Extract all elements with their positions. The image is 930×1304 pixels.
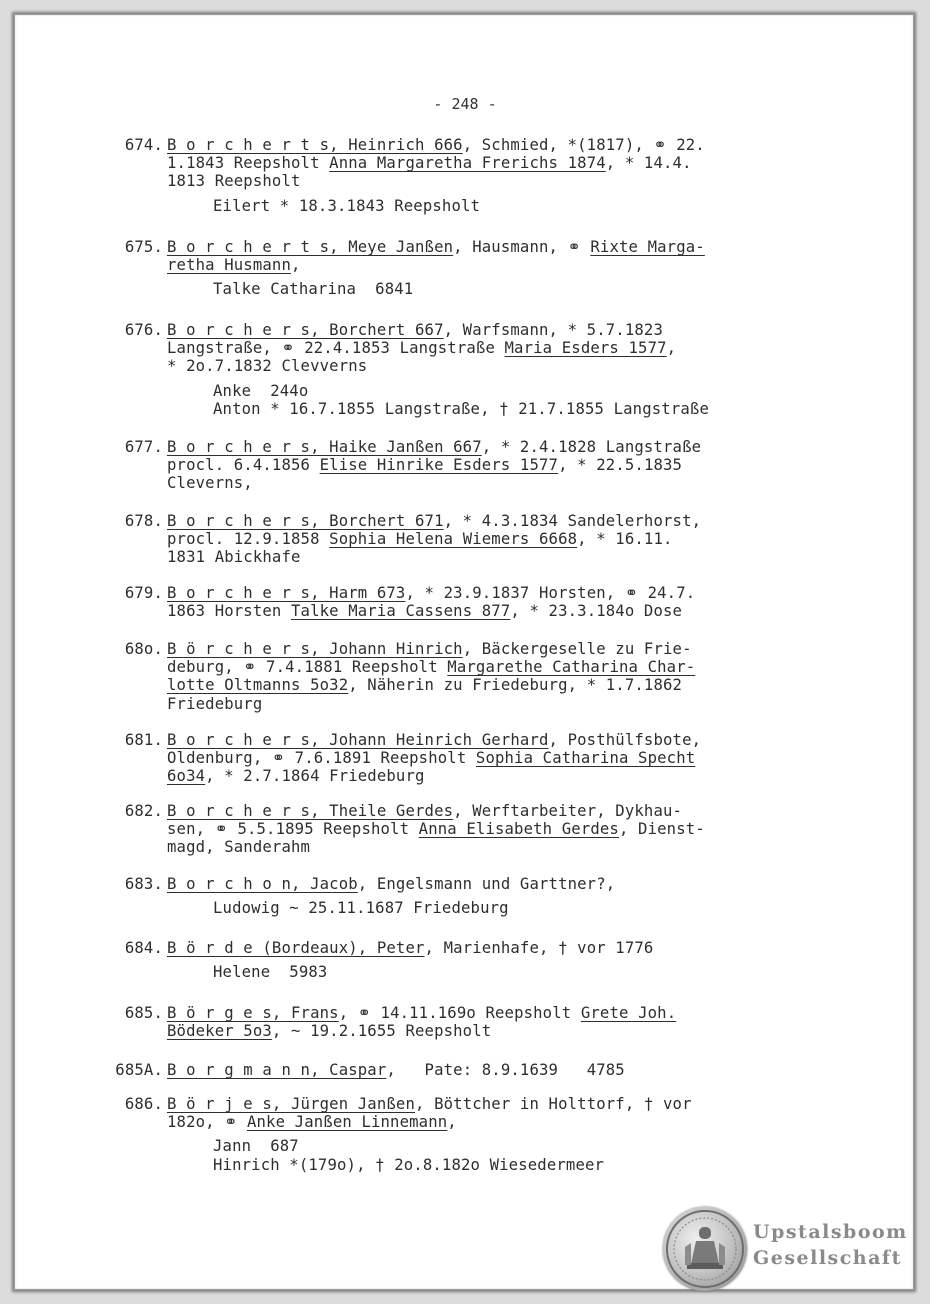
- underlined-name: B o r c h e r s, Theile Gerdes: [167, 802, 454, 820]
- entry-text: ,: [666, 339, 677, 358]
- entry-text: , * 2.4.1828 Langstraße: [481, 438, 702, 456]
- underlined-name: Bödeker 5o3: [167, 1022, 272, 1041]
- entry-text: deburg, ⚭ 7.4.1881 Reepsholt: [167, 658, 448, 677]
- entry-line: [167, 640, 692, 658]
- entry-text: , * 22.5.1835: [558, 456, 683, 475]
- entry-text: , Marienhafe, † vor 1776: [424, 939, 654, 957]
- underlined-name: B ö r c h e r s, Johann Hinrich: [167, 640, 463, 658]
- entry-line: [167, 512, 701, 530]
- entry-line: [167, 838, 310, 856]
- entry-text: , * 4.3.1834 Sandelerhorst,: [443, 512, 702, 530]
- entry-line: [167, 676, 682, 694]
- underlined-name: B o r c h e r s, Johann Heinrich Gerhard: [167, 731, 549, 749]
- entry-text: , Posthülfsbote,: [548, 731, 702, 749]
- entry-line: [167, 238, 705, 256]
- entry-number: 679.: [124, 584, 163, 602]
- society-name-line-2: Gesellschaft: [753, 1247, 902, 1269]
- entry-text: Friedeburg: [167, 694, 263, 713]
- underlined-name: B o r c h o n, Jacob: [167, 875, 358, 893]
- entry-text: , * 14.4.: [605, 154, 692, 173]
- entry-line: [167, 584, 695, 602]
- entry-text: 1813 Reepsholt: [167, 172, 301, 191]
- entry-number: 674.: [124, 136, 163, 154]
- underlined-name: retha Husmann: [167, 256, 291, 275]
- entry-number: 68o.: [124, 640, 163, 658]
- underlined-name: B o r c h e r s, Borchert 671: [167, 512, 444, 530]
- entry-line: [167, 456, 682, 474]
- document-page: [14, 14, 914, 1290]
- child-entry: Anton * 16.7.1855 Langstraße, † 21.7.1855 Langstraße: [213, 399, 709, 418]
- society-name-line-1: Upstalsboom: [753, 1221, 908, 1243]
- underlined-name: Elise Hinrike Esders 1577: [319, 456, 559, 475]
- entry-line: [167, 1061, 625, 1079]
- entry-line: [167, 1095, 692, 1113]
- entry-line: [167, 802, 682, 820]
- child-entry: Hinrich *(179o), † 2o.8.182o Wiesedermeer: [213, 1155, 605, 1174]
- entry-text: Oldenburg, ⚭ 7.6.1891 Reepsholt: [167, 749, 476, 768]
- entry-number: 676.: [124, 321, 163, 339]
- underlined-name: Anke Janßen Linnemann: [246, 1113, 448, 1132]
- entry-text: Cleverns,: [167, 474, 253, 493]
- entry-text: , Engelsmann und Garttner?,: [357, 875, 616, 893]
- underlined-name: B ö r d e (Bordeaux), Peter: [167, 939, 425, 957]
- entry-text: , Warfsmann, * 5.7.1823: [443, 321, 663, 339]
- entry-text: , * 23.3.184o Dose: [510, 602, 683, 621]
- entry-line: [167, 767, 425, 785]
- entry-text: , Näherin zu Friedeburg, * 1.7.1862: [348, 676, 683, 695]
- underlined-name: Talke Maria Cassens 877: [291, 602, 511, 621]
- underlined-name: B ö r j e s, Jürgen Janßen: [167, 1095, 415, 1113]
- entry-line: [167, 172, 301, 190]
- society-name: [753, 1219, 923, 1271]
- entry-line: [167, 154, 692, 172]
- entry-text: , ⚭ 14.11.169o Reepsholt: [338, 1004, 581, 1022]
- entry-text: procl. 12.9.1858: [167, 530, 330, 549]
- child-entry: Ludowig ~ 25.11.1687 Friedeburg: [213, 899, 509, 918]
- entry-line: [167, 1022, 491, 1040]
- entry-line: [167, 136, 705, 154]
- entry-number: 684.: [124, 939, 163, 957]
- entry-line: [167, 339, 676, 357]
- page-number: - 248 -: [433, 95, 497, 113]
- underlined-name: Margarethe Catharina Char-: [447, 658, 696, 677]
- entry-text: , Hausmann, ⚭: [453, 238, 591, 256]
- entry-text: , Dienst-: [618, 820, 705, 839]
- underlined-name: B o r c h e r s, Borchert 667: [167, 321, 444, 339]
- child-entry: Eilert * 18.3.1843 Reepsholt: [213, 196, 481, 215]
- entry-text: , Werftarbeiter, Dykhau-: [453, 802, 683, 820]
- entry-number: 685.: [124, 1004, 163, 1022]
- entry-text: ,: [291, 256, 301, 275]
- underlined-name: B o r c h e r s, Harm 673: [167, 584, 406, 602]
- entry-line: [167, 749, 695, 767]
- underlined-name: 6o34: [167, 767, 206, 786]
- entry-text: , Pate: 8.9.1639 4785: [386, 1061, 625, 1079]
- entry-number: 675.: [124, 238, 163, 256]
- entry-text: magd, Sanderahm: [167, 838, 311, 857]
- underlined-name: lotte Oltmanns 5o32: [167, 676, 349, 695]
- entry-number: 677.: [124, 438, 163, 456]
- entry-text: 182o, ⚭: [167, 1113, 247, 1132]
- entry-number: 686.: [124, 1095, 163, 1113]
- child-entry: Talke Catharina 6841: [213, 280, 414, 299]
- entry-number: 678.: [124, 512, 163, 530]
- entry-line: [167, 321, 663, 339]
- entry-line: [167, 695, 262, 713]
- entry-line: [167, 1113, 457, 1131]
- child-entry: Jann 687: [213, 1137, 299, 1156]
- entry-number: 683.: [124, 875, 163, 893]
- entry-text: , Böttcher in Holttorf, † vor: [415, 1095, 692, 1113]
- underlined-name: Grete Joh.: [580, 1004, 677, 1022]
- entry-text: procl. 6.4.1856: [167, 456, 320, 475]
- underlined-name: Sophia Catharina Specht: [475, 749, 696, 768]
- entry-line: [167, 548, 301, 566]
- underlined-name: Anna Elisabeth Gerdes: [418, 820, 619, 839]
- underlined-name: Sophia Helena Wiemers 6668: [329, 530, 578, 549]
- entry-line: [167, 530, 673, 548]
- entry-line: [167, 1004, 676, 1022]
- entry-text: , Schmied, *(1817), ⚭ 22.: [462, 136, 705, 154]
- entry-line: [167, 875, 615, 893]
- entry-number: 681.: [124, 731, 163, 749]
- child-entry: Helene 5983: [213, 963, 328, 982]
- entry-line: [167, 731, 701, 749]
- entry-line: [167, 939, 653, 957]
- underlined-name: B o r g m a n n, Caspar: [167, 1061, 387, 1079]
- entry-text: 1863 Horsten: [167, 602, 291, 621]
- entry-line: [167, 474, 253, 492]
- entry-text: , * 16.11.: [577, 530, 673, 549]
- underlined-name: Rixte Marga-: [590, 238, 705, 256]
- entry-text: 1831 Abickhafe: [167, 548, 301, 567]
- entry-text: * 2o.7.1832 Clevverns: [167, 357, 368, 376]
- underlined-name: B o r c h e r t s, Meye Janßen: [167, 238, 454, 256]
- entry-text: Langstraße, ⚭ 22.4.1853 Langstraße: [167, 339, 505, 358]
- underlined-name: B ö r g e s, Frans: [167, 1004, 339, 1022]
- entry-number: 682.: [124, 802, 163, 820]
- entry-line: [167, 357, 367, 375]
- entry-text: , ~ 19.2.1655 Reepsholt: [271, 1022, 492, 1041]
- entry-number: 685A.: [115, 1061, 163, 1079]
- entry-text: , * 23.9.1837 Horsten, ⚭ 24.7.: [405, 584, 696, 602]
- entry-line: [167, 256, 301, 274]
- entry-text: , Bäckergeselle zu Frie-: [462, 640, 692, 658]
- underlined-name: B o r c h e r s, Haike Janßen 667: [167, 438, 482, 456]
- entry-line: [167, 820, 705, 838]
- entry-text: , * 2.7.1864 Friedeburg: [205, 767, 425, 786]
- entry-text: 1.1843 Reepsholt: [167, 154, 330, 173]
- entry-line: [167, 438, 701, 456]
- entry-text: ,: [447, 1113, 457, 1132]
- entry-line: [167, 602, 682, 620]
- underlined-name: Maria Esders 1577: [504, 339, 667, 358]
- underlined-name: Anna Margaretha Frerichs 1874: [329, 154, 606, 173]
- underlined-name: B o r c h e r t s, Heinrich 666: [167, 136, 463, 154]
- entry-line: [167, 658, 695, 676]
- society-seal-icon: [663, 1207, 747, 1291]
- child-entry: Anke 244o: [213, 381, 309, 400]
- entry-text: sen, ⚭ 5.5.1895 Reepsholt: [167, 820, 419, 839]
